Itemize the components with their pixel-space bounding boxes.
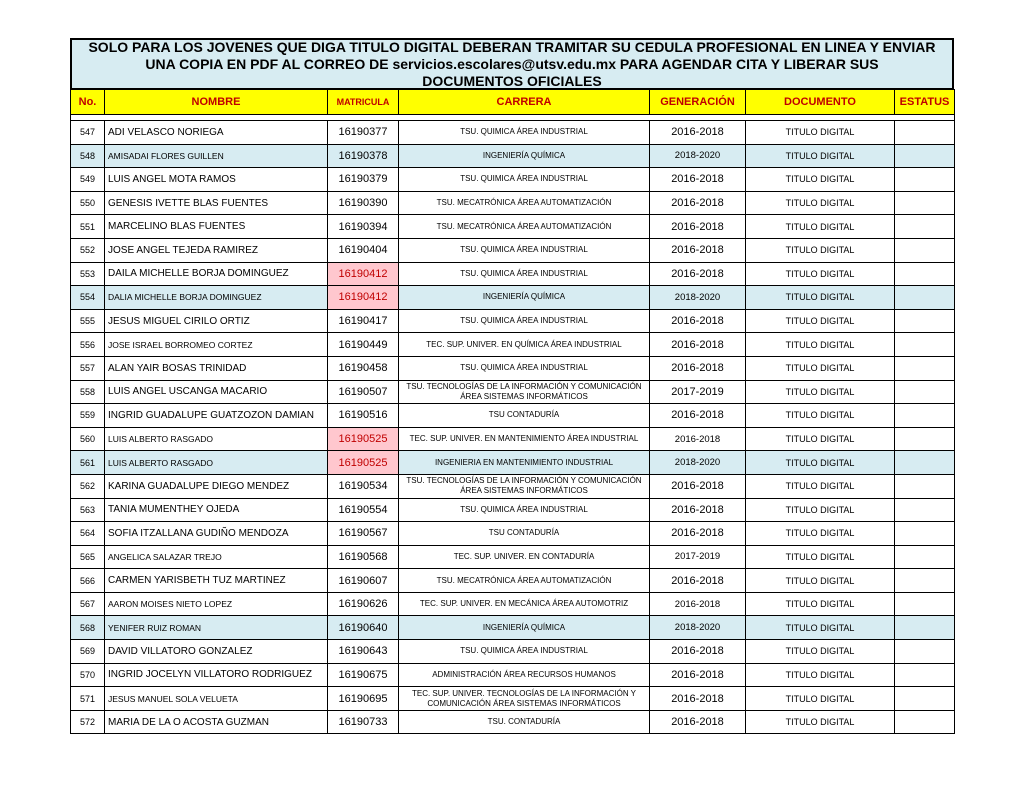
student-estatus bbox=[895, 121, 955, 145]
student-matricula: 16190404 bbox=[328, 238, 399, 262]
notice-banner bbox=[70, 38, 954, 89]
student-estatus bbox=[895, 498, 955, 522]
student-generacion: 2016-2018 bbox=[650, 640, 746, 664]
row-number: 572 bbox=[71, 710, 105, 734]
student-name: INGRID GUADALUPE GUATZOZON DAMIAN bbox=[105, 404, 328, 428]
student-carrera: INGENIERÍA QUÍMICA bbox=[399, 144, 650, 168]
table-row bbox=[71, 522, 955, 546]
student-generacion: 2016-2018 bbox=[650, 121, 746, 145]
student-carrera: TSU. QUIMICA ÁREA INDUSTRIAL bbox=[399, 309, 650, 333]
student-generacion: 2016-2018 bbox=[650, 710, 746, 734]
row-number: 553 bbox=[71, 262, 105, 286]
student-generacion: 2018-2020 bbox=[650, 451, 746, 475]
student-generacion: 2016-2018 bbox=[650, 309, 746, 333]
student-estatus bbox=[895, 427, 955, 451]
student-documento: TITULO DIGITAL bbox=[746, 144, 895, 168]
student-name: JOSE ISRAEL BORROMEO CORTEZ bbox=[105, 333, 328, 357]
student-documento: TITULO DIGITAL bbox=[746, 663, 895, 687]
table-row bbox=[71, 144, 955, 168]
student-documento: TITULO DIGITAL bbox=[746, 474, 895, 498]
student-estatus bbox=[895, 474, 955, 498]
student-estatus bbox=[895, 356, 955, 380]
student-generacion: 2016-2018 bbox=[650, 427, 746, 451]
row-number: 569 bbox=[71, 640, 105, 664]
student-estatus bbox=[895, 286, 955, 310]
student-estatus bbox=[895, 168, 955, 192]
table-row bbox=[71, 640, 955, 664]
student-generacion: 2016-2018 bbox=[650, 569, 746, 593]
student-matricula: 16190379 bbox=[328, 168, 399, 192]
student-generacion: 2016-2018 bbox=[650, 215, 746, 239]
student-name: LUIS ANGEL USCANGA MACARIO bbox=[105, 380, 328, 404]
student-name: MARIA DE LA O ACOSTA GUZMAN bbox=[105, 710, 328, 734]
student-carrera: TEC. SUP. UNIVER. EN QUÍMICA ÁREA INDUSTRIAL bbox=[399, 333, 650, 357]
student-carrera: TSU. MECATRÓNICA ÁREA AUTOMATIZACIÓN bbox=[399, 569, 650, 593]
student-generacion: 2018-2020 bbox=[650, 616, 746, 640]
table-row bbox=[71, 710, 955, 734]
student-documento: TITULO DIGITAL bbox=[746, 238, 895, 262]
row-number: 558 bbox=[71, 380, 105, 404]
student-carrera: TSU. QUIMICA ÁREA INDUSTRIAL bbox=[399, 121, 650, 145]
student-generacion: 2017-2019 bbox=[650, 545, 746, 569]
student-generacion: 2016-2018 bbox=[650, 592, 746, 616]
header-estatus: ESTATUS bbox=[895, 90, 955, 115]
student-name: JESUS MIGUEL CIRILO ORTIZ bbox=[105, 309, 328, 333]
student-matricula: 16190567 bbox=[328, 522, 399, 546]
student-matricula: 16190412 bbox=[328, 286, 399, 310]
row-number: 560 bbox=[71, 427, 105, 451]
student-documento: TITULO DIGITAL bbox=[746, 215, 895, 239]
student-documento: TITULO DIGITAL bbox=[746, 498, 895, 522]
student-name: AARON MOISES NIETO LOPEZ bbox=[105, 592, 328, 616]
student-matricula: 16190643 bbox=[328, 640, 399, 664]
student-documento: TITULO DIGITAL bbox=[746, 191, 895, 215]
student-documento: TITULO DIGITAL bbox=[746, 616, 895, 640]
table-row bbox=[71, 687, 955, 711]
student-generacion: 2016-2018 bbox=[650, 498, 746, 522]
student-documento: TITULO DIGITAL bbox=[746, 356, 895, 380]
student-carrera: TSU. QUIMICA ÁREA INDUSTRIAL bbox=[399, 238, 650, 262]
header-documento: DOCUMENTO bbox=[746, 90, 895, 115]
notice-text bbox=[84, 39, 939, 90]
student-estatus bbox=[895, 522, 955, 546]
student-name: TANIA MUMENTHEY OJEDA bbox=[105, 498, 328, 522]
student-carrera: TSU. MECATRÓNICA ÁREA AUTOMATIZACIÓN bbox=[399, 215, 650, 239]
student-carrera: TSU. CONTADURÍA bbox=[399, 710, 650, 734]
row-number: 548 bbox=[71, 144, 105, 168]
student-name: CARMEN YARISBETH TUZ MARTINEZ bbox=[105, 569, 328, 593]
student-matricula: 16190525 bbox=[328, 451, 399, 475]
row-number: 567 bbox=[71, 592, 105, 616]
row-number: 565 bbox=[71, 545, 105, 569]
student-name: JOSE ANGEL TEJEDA RAMIREZ bbox=[105, 238, 328, 262]
row-number: 551 bbox=[71, 215, 105, 239]
student-documento: TITULO DIGITAL bbox=[746, 333, 895, 357]
student-carrera: ADMINISTRACIÓN ÁREA RECURSOS HUMANOS bbox=[399, 663, 650, 687]
student-name: ADI VELASCO NORIEGA bbox=[105, 121, 328, 145]
student-name: DAVID VILLATORO GONZALEZ bbox=[105, 640, 328, 664]
student-name: LUIS ALBERTO RASGADO bbox=[105, 427, 328, 451]
student-estatus bbox=[895, 640, 955, 664]
student-generacion: 2016-2018 bbox=[650, 356, 746, 380]
student-estatus bbox=[895, 144, 955, 168]
student-carrera: INGENIERÍA QUÍMICA bbox=[399, 286, 650, 310]
student-matricula: 16190733 bbox=[328, 710, 399, 734]
notice-line-3: DOCUMENTOS OFICIALES bbox=[422, 72, 602, 89]
row-number: 554 bbox=[71, 286, 105, 310]
student-matricula: 16190417 bbox=[328, 309, 399, 333]
student-name: INGRID JOCELYN VILLATORO RODRIGUEZ bbox=[105, 663, 328, 687]
row-number: 571 bbox=[71, 687, 105, 711]
student-carrera: TEC. SUP. UNIVER. TECNOLOGÍAS DE LA INFORMACIÓN Y COMUNICACIÓN ÁREA SISTEMAS INFORMÁTICOS bbox=[399, 687, 650, 711]
student-matricula: 16190626 bbox=[328, 592, 399, 616]
table-row bbox=[71, 286, 955, 310]
student-estatus bbox=[895, 404, 955, 428]
table-row bbox=[71, 592, 955, 616]
student-documento: TITULO DIGITAL bbox=[746, 545, 895, 569]
student-carrera: TSU CONTADURÍA bbox=[399, 522, 650, 546]
table-row bbox=[71, 474, 955, 498]
table-row bbox=[71, 380, 955, 404]
student-matricula: 16190534 bbox=[328, 474, 399, 498]
student-matricula: 16190525 bbox=[328, 427, 399, 451]
row-number: 562 bbox=[71, 474, 105, 498]
student-generacion: 2016-2018 bbox=[650, 522, 746, 546]
table-row bbox=[71, 191, 955, 215]
table-header-row bbox=[71, 90, 955, 115]
student-name: DALIA MICHELLE BORJA DOMINGUEZ bbox=[105, 286, 328, 310]
table-row bbox=[71, 545, 955, 569]
student-matricula: 16190516 bbox=[328, 404, 399, 428]
document-sheet bbox=[70, 38, 954, 734]
student-name: YENIFER RUIZ ROMAN bbox=[105, 616, 328, 640]
student-matricula: 16190640 bbox=[328, 616, 399, 640]
student-estatus bbox=[895, 380, 955, 404]
header-nombre: NOMBRE bbox=[105, 90, 328, 115]
student-documento: TITULO DIGITAL bbox=[746, 404, 895, 428]
student-carrera: TEC. SUP. UNIVER. EN MANTENIMIENTO ÁREA INDUSTRIAL bbox=[399, 427, 650, 451]
student-matricula: 16190568 bbox=[328, 545, 399, 569]
student-carrera: TSU. QUIMICA ÁREA INDUSTRIAL bbox=[399, 262, 650, 286]
header-no: No. bbox=[71, 90, 105, 115]
student-name: LUIS ANGEL MOTA RAMOS bbox=[105, 168, 328, 192]
header-carrera: CARRERA bbox=[399, 90, 650, 115]
header-generacion: GENERACIÓN bbox=[650, 90, 746, 115]
table-body bbox=[71, 121, 955, 734]
student-matricula: 16190554 bbox=[328, 498, 399, 522]
header-matricula: MATRICULA bbox=[328, 90, 399, 115]
student-generacion: 2016-2018 bbox=[650, 474, 746, 498]
row-number: 547 bbox=[71, 121, 105, 145]
row-number: 559 bbox=[71, 404, 105, 428]
student-matricula: 16190377 bbox=[328, 121, 399, 145]
student-generacion: 2016-2018 bbox=[650, 238, 746, 262]
row-number: 552 bbox=[71, 238, 105, 262]
student-generacion: 2016-2018 bbox=[650, 663, 746, 687]
student-documento: TITULO DIGITAL bbox=[746, 168, 895, 192]
student-estatus bbox=[895, 215, 955, 239]
student-name: KARINA GUADALUPE DIEGO MENDEZ bbox=[105, 474, 328, 498]
student-documento: TITULO DIGITAL bbox=[746, 569, 895, 593]
student-matricula: 16190394 bbox=[328, 215, 399, 239]
student-matricula: 16190607 bbox=[328, 569, 399, 593]
student-documento: TITULO DIGITAL bbox=[746, 427, 895, 451]
student-name: AMISADAI FLORES GUILLEN bbox=[105, 144, 328, 168]
student-documento: TITULO DIGITAL bbox=[746, 451, 895, 475]
student-matricula: 16190412 bbox=[328, 262, 399, 286]
student-name: JESUS MANUEL SOLA VELUETA bbox=[105, 687, 328, 711]
table-row bbox=[71, 309, 955, 333]
student-generacion: 2016-2018 bbox=[650, 262, 746, 286]
student-carrera: TSU. QUIMICA ÁREA INDUSTRIAL bbox=[399, 640, 650, 664]
student-carrera: TSU. QUIMICA ÁREA INDUSTRIAL bbox=[399, 356, 650, 380]
student-carrera: TEC. SUP. UNIVER. EN CONTADURÍA bbox=[399, 545, 650, 569]
student-estatus bbox=[895, 333, 955, 357]
table-row bbox=[71, 215, 955, 239]
student-estatus bbox=[895, 592, 955, 616]
table-row bbox=[71, 569, 955, 593]
notice-line-1: SOLO PARA LOS JOVENES QUE DIGA TITULO DIGITAL DEBERAN TRAMITAR SU CEDULA PROFESIONAL EN LINEA Y ENVIAR bbox=[88, 38, 936, 55]
student-matricula: 16190695 bbox=[328, 687, 399, 711]
student-estatus bbox=[895, 238, 955, 262]
table-row bbox=[71, 356, 955, 380]
student-documento: TITULO DIGITAL bbox=[746, 640, 895, 664]
student-generacion: 2016-2018 bbox=[650, 168, 746, 192]
student-matricula: 16190449 bbox=[328, 333, 399, 357]
table-row bbox=[71, 427, 955, 451]
row-number: 566 bbox=[71, 569, 105, 593]
student-documento: TITULO DIGITAL bbox=[746, 522, 895, 546]
student-name: LUIS ALBERTO RASGADO bbox=[105, 451, 328, 475]
student-name: SOFIA ITZALLANA GUDIÑO MENDOZA bbox=[105, 522, 328, 546]
student-generacion: 2018-2020 bbox=[650, 144, 746, 168]
student-carrera: INGENIERÍA QUÍMICA bbox=[399, 616, 650, 640]
student-name: DAILA MICHELLE BORJA DOMINGUEZ bbox=[105, 262, 328, 286]
row-number: 561 bbox=[71, 451, 105, 475]
student-generacion: 2016-2018 bbox=[650, 333, 746, 357]
student-carrera: TSU. QUIMICA ÁREA INDUSTRIAL bbox=[399, 498, 650, 522]
student-carrera: TSU. MECATRÓNICA ÁREA AUTOMATIZACIÓN bbox=[399, 191, 650, 215]
student-documento: TITULO DIGITAL bbox=[746, 286, 895, 310]
row-number: 549 bbox=[71, 168, 105, 192]
table-row bbox=[71, 616, 955, 640]
student-documento: TITULO DIGITAL bbox=[746, 309, 895, 333]
student-documento: TITULO DIGITAL bbox=[746, 121, 895, 145]
student-estatus bbox=[895, 451, 955, 475]
student-matricula: 16190378 bbox=[328, 144, 399, 168]
student-carrera: TSU CONTADURÍA bbox=[399, 404, 650, 428]
student-estatus bbox=[895, 663, 955, 687]
student-carrera: TEC. SUP. UNIVER. EN MECÁNICA ÁREA AUTOMOTRIZ bbox=[399, 592, 650, 616]
table-row bbox=[71, 498, 955, 522]
student-matricula: 16190390 bbox=[328, 191, 399, 215]
notice-line-2: UNA COPIA EN PDF AL CORREO DE servicios.escolares@utsv.edu.mx PARA AGENDAR CITA Y LIBERAR SUS bbox=[145, 55, 879, 72]
student-name: ALAN YAIR BOSAS TRINIDAD bbox=[105, 356, 328, 380]
table-row bbox=[71, 262, 955, 286]
row-number: 555 bbox=[71, 309, 105, 333]
student-documento: TITULO DIGITAL bbox=[746, 592, 895, 616]
student-generacion: 2018-2020 bbox=[650, 286, 746, 310]
row-number: 556 bbox=[71, 333, 105, 357]
row-number: 557 bbox=[71, 356, 105, 380]
student-name: ANGELICA SALAZAR TREJO bbox=[105, 545, 328, 569]
row-number: 563 bbox=[71, 498, 105, 522]
student-estatus bbox=[895, 191, 955, 215]
student-estatus bbox=[895, 710, 955, 734]
student-estatus bbox=[895, 616, 955, 640]
row-number: 564 bbox=[71, 522, 105, 546]
table-row bbox=[71, 238, 955, 262]
student-estatus bbox=[895, 569, 955, 593]
student-name: GENESIS IVETTE BLAS FUENTES bbox=[105, 191, 328, 215]
student-carrera: TSU. TECNOLOGÍAS DE LA INFORMACIÓN Y COMUNICACIÓN ÁREA SISTEMAS INFORMÁTICOS bbox=[399, 380, 650, 404]
student-carrera: TSU. QUIMICA ÁREA INDUSTRIAL bbox=[399, 168, 650, 192]
table-row bbox=[71, 333, 955, 357]
student-documento: TITULO DIGITAL bbox=[746, 687, 895, 711]
student-name: MARCELINO BLAS FUENTES bbox=[105, 215, 328, 239]
student-generacion: 2017-2019 bbox=[650, 380, 746, 404]
student-documento: TITULO DIGITAL bbox=[746, 262, 895, 286]
student-documento: TITULO DIGITAL bbox=[746, 380, 895, 404]
student-carrera: TSU. TECNOLOGÍAS DE LA INFORMACIÓN Y COMUNICACIÓN ÁREA SISTEMAS INFORMÁTICOS bbox=[399, 474, 650, 498]
student-estatus bbox=[895, 262, 955, 286]
student-carrera: INGENIERIA EN MANTENIMIENTO INDUSTRIAL bbox=[399, 451, 650, 475]
student-generacion: 2016-2018 bbox=[650, 687, 746, 711]
table-row bbox=[71, 404, 955, 428]
table-row bbox=[71, 121, 955, 145]
student-estatus bbox=[895, 545, 955, 569]
table-row bbox=[71, 663, 955, 687]
table-row bbox=[71, 168, 955, 192]
row-number: 570 bbox=[71, 663, 105, 687]
student-estatus bbox=[895, 309, 955, 333]
student-matricula: 16190458 bbox=[328, 356, 399, 380]
table-row bbox=[71, 451, 955, 475]
students-table bbox=[70, 89, 955, 734]
student-estatus bbox=[895, 687, 955, 711]
student-documento: TITULO DIGITAL bbox=[746, 710, 895, 734]
row-number: 568 bbox=[71, 616, 105, 640]
student-generacion: 2016-2018 bbox=[650, 191, 746, 215]
row-number: 550 bbox=[71, 191, 105, 215]
student-matricula: 16190507 bbox=[328, 380, 399, 404]
student-generacion: 2016-2018 bbox=[650, 404, 746, 428]
student-matricula: 16190675 bbox=[328, 663, 399, 687]
